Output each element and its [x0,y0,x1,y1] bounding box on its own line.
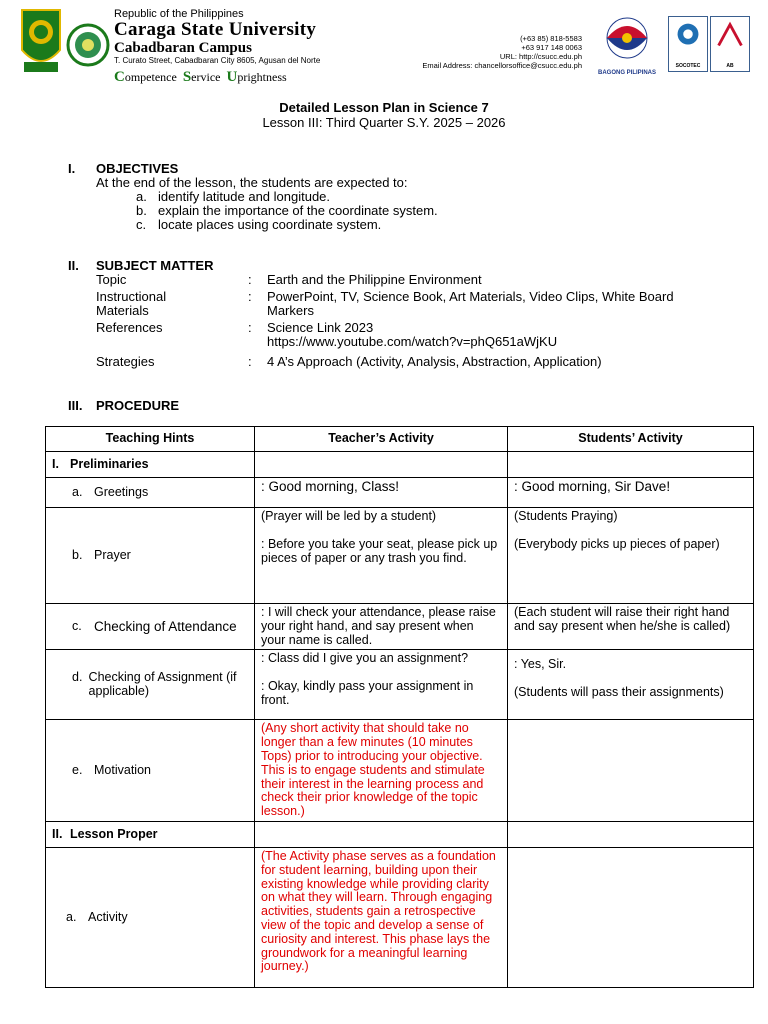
hint-motivation: e. Motivation [46,720,255,822]
table-row [46,821,754,847]
column-header: Teacher’s Activity [255,427,508,452]
objectives-intro: At the end of the lesson, the students are expected to: [96,175,408,190]
hint-activity: a. Activity [46,847,255,987]
letterhead [0,0,768,90]
university-name: Caraga State University [114,19,317,40]
campus-address: T. Curato Street, Cabadbaran City 8605, Agusan del Norte [114,56,321,65]
table-row [46,847,754,987]
socotec-badge: SOCOTEC [668,16,708,72]
column-header: Teaching Hints [46,427,255,452]
motto: Competence Service Uprightness [114,69,287,85]
csu-seal-logo [18,6,64,76]
list-item: b. explain the importance of the coordinate system. [136,203,438,218]
campus-name: Cabadbaran Campus [114,40,252,56]
list-item: a. identify latitude and longitude. [136,189,331,204]
student-attendance: (Each student will raise their right hand and say present when he/she is called) [508,604,754,650]
student-greetings: : Good morning, Sir Dave! [508,478,754,508]
table-header-row [46,427,754,452]
republic-line: Republic of the Philippines [114,8,244,20]
teacher-attendance: : I will check your attendance, please raise your right hand, and say present when your name is called. [255,604,508,650]
objectives-list [136,190,438,232]
title-block [0,100,768,130]
bagong-pilipinas-logo: BAGONG PILIPINAS [592,14,662,76]
table-row [46,508,754,604]
teacher-greetings: : Good morning, Class! [255,478,508,508]
teacher-prayer: (Prayer will be led by a student) : Before you take your seat, please pick up pieces of paper or any trash you find. [255,508,508,604]
student-prayer: (Students Praying) (Everybody picks up pieces of paper) [508,508,754,604]
campus-seal-logo [66,14,110,76]
section-preliminaries: I. Preliminaries [46,452,255,478]
list-item: c. locate places using coordinate system. [136,217,382,232]
reference-book: Science Link 2023 [267,320,374,335]
table-row [46,650,754,720]
table-row [46,452,754,478]
section-lesson-proper: II. Lesson Proper [46,821,255,847]
column-header: Students’ Activity [508,427,754,452]
table-row [46,604,754,650]
student-assignment: : Yes, Sir. (Students will pass their assignments) [508,650,754,720]
ab-badge: AB [710,16,750,72]
table-row [46,720,754,822]
teacher-assignment: : Class did I give you an assignment? : Okay, kindly pass your assignment in front. [255,650,508,720]
teacher-motivation-note: (Any short activity that should take no longer than a few minutes (10 minutes Tops) prior to introducing your objective. This is to engage students and stimulate their interest in the learning process and check their prior knowledge of the topic lesson.) [255,720,508,822]
reference-link[interactable]: https://www.youtube.com/watch?v=phQ651aWjKU [267,334,558,349]
hint-assignment: d. Checking of Assignment (if applicable) [46,650,255,720]
page-subtitle: Lesson III: Third Quarter S.Y. 2025 – 2026 [262,115,506,130]
page-title: Detailed Lesson Plan in Science 7 [279,100,489,115]
contact-info: (+63 85) 818-5583 +63 917 148 0063 URL: http://csucc.edu.ph Email Address: chancellorsoffice@csucc.edu.ph [422,34,582,70]
hint-greetings: a. Greetings [46,478,255,508]
hint-prayer: b. Prayer [46,508,255,604]
teacher-activity-note: (The Activity phase serves as a foundation for student learning, building upon their existing knowledge while providing clarity on what they will learn. Through engaging activities, students gain a retrospective view of the topic and develop a sense of curiosity and interest. This phase lays the groundwork for a meaningful learning journey.) [255,847,508,987]
procedure-table [45,426,754,988]
certification-badges [668,16,752,74]
table-row [46,478,754,508]
hint-attendance: c. Checking of Attendance [46,604,255,650]
